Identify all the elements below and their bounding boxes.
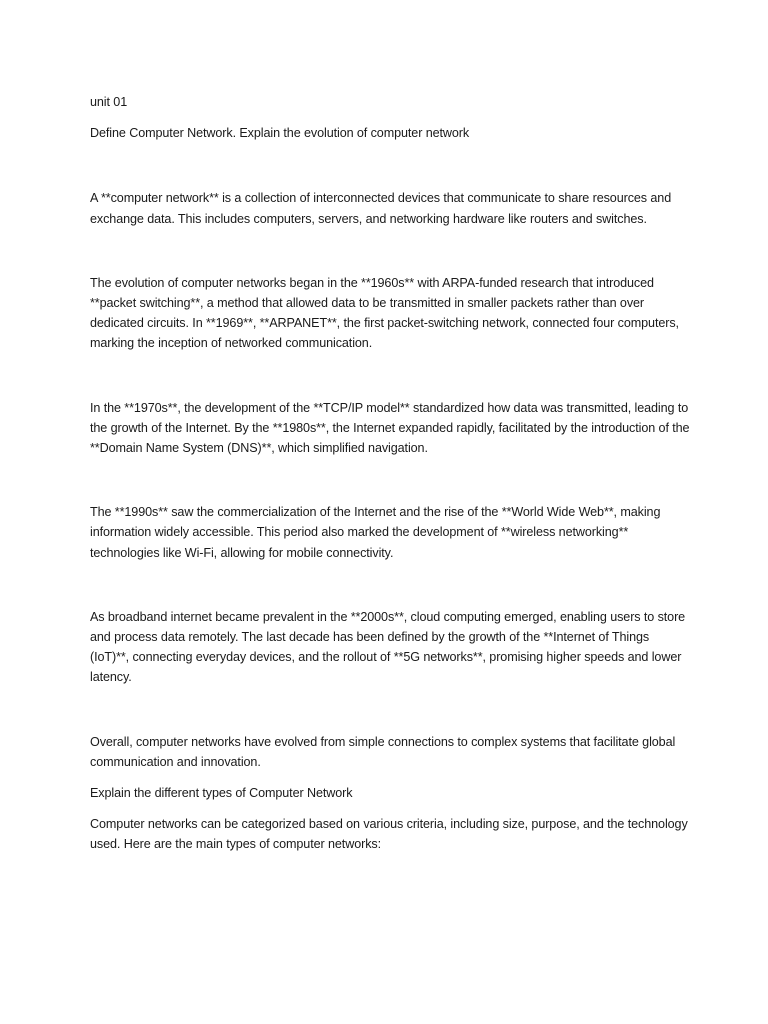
question-heading-2: Explain the different types of Computer Network [90,786,353,801]
paragraph-1990s: The **1990s** saw the commercialization of the Internet and the rise of the **World Wide Web**, making information widely accessible. This period also marked the development of **wireless networking** technologies like Wi-Fi, allowing for mobile connectivity. [90,505,661,560]
paragraph-types-intro: Computer networks can be categorized based on various criteria, including size, purpose, and the technology used. Here are the main types of computer networks: [90,817,688,852]
paragraph-definition: A **computer network** is a collection of interconnected devices that communicate to share resources and exchange data. This includes computers, servers, and networking hardware like routers and switches. [90,191,672,226]
paragraph-1960s: The evolution of computer networks began in the **1960s** with ARPA-funded research that introduced **packet switching**, a method that allowed data to be transmitted in smaller packets rather than over dedicated circuits. In **1969**, **ARPANET**, the first packet-switching network, connected four computers, marking the inception of networked communication. [90,275,679,351]
paragraph-1970s: In the **1970s**, the development of the **TCP/IP model** standardized how data was transmitted, leading to the growth of the Internet. By the **1980s**, the Internet expanded rapidly, facilitated by the introduction of the **Domain Name System (DNS)**, which simplified navigation. [90,400,690,456]
question-heading-1: Define Computer Network. Explain the evolution of computer network [90,126,470,141]
document-page [90,92,690,855]
paragraph-2000s: As broadband internet became prevalent in the **2000s**, cloud computing emerged, enabling users to store and process data remotely. The last decade has been defined by the growth of the **Internet of Things (IoT)**, connecting everyday devices, and the rollout of **5G networks**, promising higher speeds and lower latency. [90,609,686,685]
paragraph-overall: Overall, computer networks have evolved from simple connections to complex systems that facilitate global communication and innovation. [90,734,676,769]
unit-heading: unit 01 [90,95,128,109]
